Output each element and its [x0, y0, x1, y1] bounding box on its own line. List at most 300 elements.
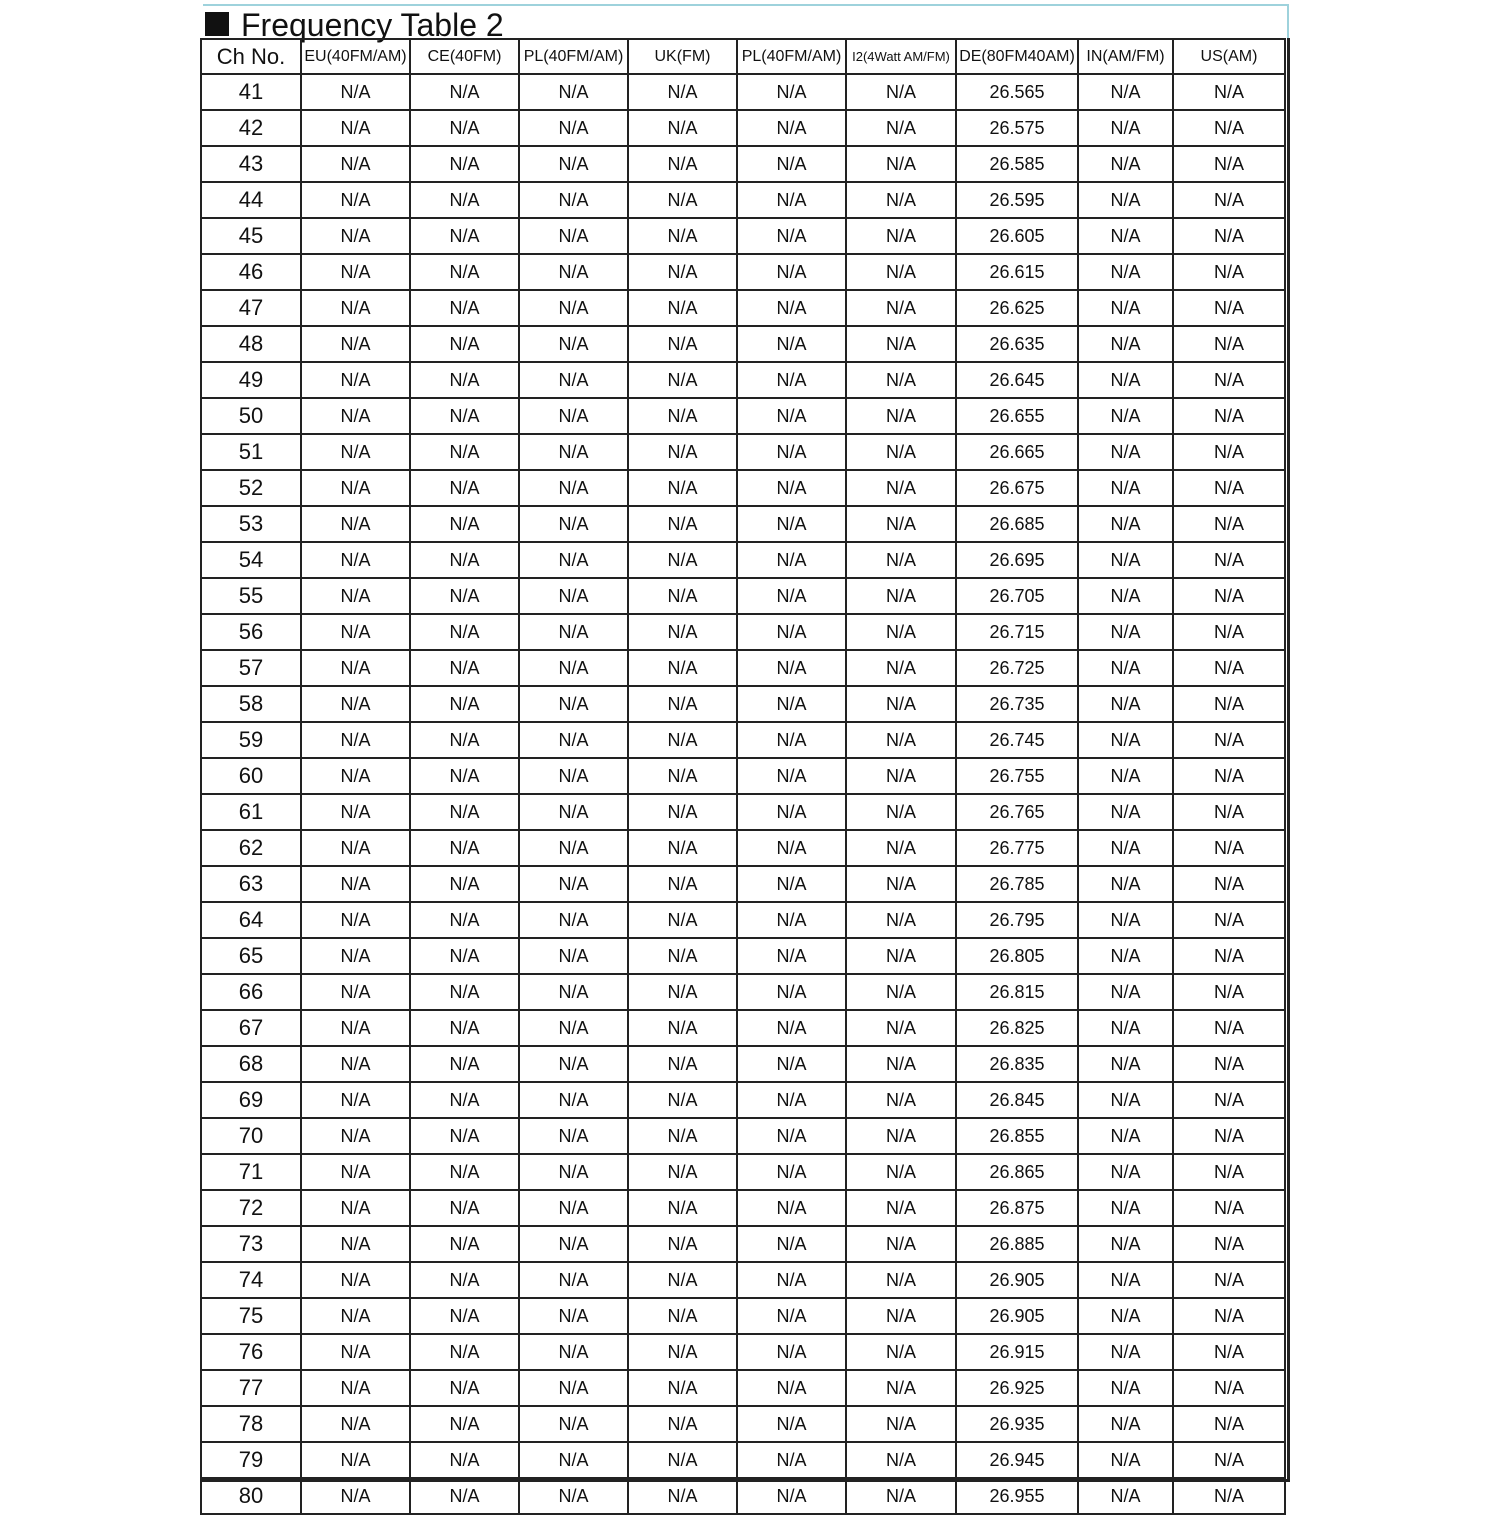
channel-number-cell: 50: [201, 398, 301, 434]
cell-eu: N/A: [301, 1226, 410, 1262]
cell-i2: N/A: [846, 1298, 956, 1334]
table-row: [201, 362, 1285, 398]
cell-de: 26.775: [956, 830, 1078, 866]
cell-us: N/A: [1173, 1478, 1285, 1514]
cell-i2: N/A: [846, 254, 956, 290]
cell-pl-2: N/A: [737, 794, 846, 830]
table-row: [201, 938, 1285, 974]
cell-pl: N/A: [519, 722, 628, 758]
cell-ce: N/A: [410, 614, 519, 650]
cell-ce: N/A: [410, 1190, 519, 1226]
cell-in: N/A: [1078, 290, 1173, 326]
cell-i2: N/A: [846, 326, 956, 362]
table-row: [201, 398, 1285, 434]
cell-pl-2: N/A: [737, 506, 846, 542]
column-header-eu: EU(40FM/AM): [301, 39, 410, 74]
cell-in: N/A: [1078, 254, 1173, 290]
channel-number-cell: 62: [201, 830, 301, 866]
cell-pl-2: N/A: [737, 578, 846, 614]
channel-number-cell: 78: [201, 1406, 301, 1442]
cell-pl: N/A: [519, 182, 628, 218]
column-header-i2: I2(4Watt AM/FM): [846, 39, 956, 74]
cell-pl-2: N/A: [737, 434, 846, 470]
cell-eu: N/A: [301, 218, 410, 254]
channel-number-cell: 58: [201, 686, 301, 722]
cell-uk: N/A: [628, 830, 737, 866]
channel-number-cell: 41: [201, 74, 301, 110]
cell-de: 26.615: [956, 254, 1078, 290]
cell-ce: N/A: [410, 146, 519, 182]
cell-us: N/A: [1173, 1118, 1285, 1154]
cell-uk: N/A: [628, 794, 737, 830]
cell-in: N/A: [1078, 938, 1173, 974]
cell-in: N/A: [1078, 578, 1173, 614]
cell-pl: N/A: [519, 74, 628, 110]
cell-pl: N/A: [519, 1226, 628, 1262]
channel-number-cell: 73: [201, 1226, 301, 1262]
cell-eu: N/A: [301, 254, 410, 290]
channel-number-cell: 42: [201, 110, 301, 146]
cell-pl-2: N/A: [737, 470, 846, 506]
cell-eu: N/A: [301, 74, 410, 110]
table-row: [201, 74, 1285, 110]
cell-eu: N/A: [301, 1262, 410, 1298]
cell-pl-2: N/A: [737, 326, 846, 362]
channel-number-cell: 76: [201, 1334, 301, 1370]
cell-pl: N/A: [519, 1334, 628, 1370]
cell-pl: N/A: [519, 1046, 628, 1082]
cell-uk: N/A: [628, 1118, 737, 1154]
cell-us: N/A: [1173, 938, 1285, 974]
channel-number-cell: 61: [201, 794, 301, 830]
cell-ce: N/A: [410, 1370, 519, 1406]
channel-number-cell: 56: [201, 614, 301, 650]
cell-in: N/A: [1078, 1262, 1173, 1298]
cell-in: N/A: [1078, 74, 1173, 110]
frequency-table: [200, 38, 1286, 1515]
cell-uk: N/A: [628, 1046, 737, 1082]
cell-in: N/A: [1078, 758, 1173, 794]
cell-ce: N/A: [410, 470, 519, 506]
cell-us: N/A: [1173, 1010, 1285, 1046]
channel-number-cell: 54: [201, 542, 301, 578]
cell-in: N/A: [1078, 218, 1173, 254]
cell-i2: N/A: [846, 866, 956, 902]
cell-us: N/A: [1173, 650, 1285, 686]
cell-pl-2: N/A: [737, 1298, 846, 1334]
cell-pl: N/A: [519, 902, 628, 938]
cell-pl-2: N/A: [737, 542, 846, 578]
cell-us: N/A: [1173, 1082, 1285, 1118]
cell-us: N/A: [1173, 614, 1285, 650]
cell-in: N/A: [1078, 182, 1173, 218]
table-row: [201, 434, 1285, 470]
cell-pl-2: N/A: [737, 1370, 846, 1406]
cell-ce: N/A: [410, 506, 519, 542]
cell-pl: N/A: [519, 1298, 628, 1334]
cell-us: N/A: [1173, 794, 1285, 830]
cell-eu: N/A: [301, 578, 410, 614]
cell-uk: N/A: [628, 1226, 737, 1262]
cell-i2: N/A: [846, 1154, 956, 1190]
cell-de: 26.825: [956, 1010, 1078, 1046]
cell-uk: N/A: [628, 398, 737, 434]
column-header-pl-2: PL(40FM/AM): [737, 39, 846, 74]
cell-uk: N/A: [628, 506, 737, 542]
cell-pl: N/A: [519, 686, 628, 722]
channel-number-cell: 47: [201, 290, 301, 326]
channel-number-cell: 43: [201, 146, 301, 182]
cell-in: N/A: [1078, 1046, 1173, 1082]
table-row: [201, 650, 1285, 686]
cell-de: 26.595: [956, 182, 1078, 218]
channel-number-cell: 60: [201, 758, 301, 794]
cell-uk: N/A: [628, 1190, 737, 1226]
cell-eu: N/A: [301, 146, 410, 182]
cell-i2: N/A: [846, 182, 956, 218]
column-header-pl: PL(40FM/AM): [519, 39, 628, 74]
cell-i2: N/A: [846, 1262, 956, 1298]
cell-pl: N/A: [519, 1190, 628, 1226]
cell-pl-2: N/A: [737, 362, 846, 398]
channel-number-cell: 55: [201, 578, 301, 614]
cell-ce: N/A: [410, 434, 519, 470]
table-header-row: [201, 39, 1285, 74]
cell-pl-2: N/A: [737, 902, 846, 938]
cell-pl-2: N/A: [737, 1082, 846, 1118]
cell-uk: N/A: [628, 290, 737, 326]
cell-ce: N/A: [410, 218, 519, 254]
cell-ce: N/A: [410, 1298, 519, 1334]
cell-pl: N/A: [519, 218, 628, 254]
cell-i2: N/A: [846, 1226, 956, 1262]
table-row: [201, 1190, 1285, 1226]
cell-de: 26.635: [956, 326, 1078, 362]
channel-number-cell: 75: [201, 1298, 301, 1334]
cell-eu: N/A: [301, 542, 410, 578]
cell-eu: N/A: [301, 758, 410, 794]
cell-in: N/A: [1078, 398, 1173, 434]
cell-ce: N/A: [410, 110, 519, 146]
cell-in: N/A: [1078, 1118, 1173, 1154]
cell-in: N/A: [1078, 902, 1173, 938]
cell-eu: N/A: [301, 506, 410, 542]
cell-uk: N/A: [628, 218, 737, 254]
cell-uk: N/A: [628, 1298, 737, 1334]
cell-uk: N/A: [628, 1010, 737, 1046]
cell-us: N/A: [1173, 542, 1285, 578]
cell-pl-2: N/A: [737, 182, 846, 218]
channel-number-cell: 72: [201, 1190, 301, 1226]
channel-number-cell: 65: [201, 938, 301, 974]
cell-pl-2: N/A: [737, 830, 846, 866]
cell-ce: N/A: [410, 866, 519, 902]
cell-de: 26.785: [956, 866, 1078, 902]
cell-uk: N/A: [628, 1370, 737, 1406]
cell-ce: N/A: [410, 974, 519, 1010]
cell-pl-2: N/A: [737, 1442, 846, 1478]
cell-in: N/A: [1078, 146, 1173, 182]
cell-eu: N/A: [301, 434, 410, 470]
cell-de: 26.645: [956, 362, 1078, 398]
cell-de: 26.945: [956, 1442, 1078, 1478]
cell-in: N/A: [1078, 650, 1173, 686]
cell-in: N/A: [1078, 722, 1173, 758]
channel-number-cell: 52: [201, 470, 301, 506]
cell-us: N/A: [1173, 470, 1285, 506]
cell-pl: N/A: [519, 866, 628, 902]
cell-in: N/A: [1078, 110, 1173, 146]
cell-pl: N/A: [519, 146, 628, 182]
cell-pl-2: N/A: [737, 686, 846, 722]
channel-number-cell: 49: [201, 362, 301, 398]
cell-uk: N/A: [628, 1334, 737, 1370]
cell-ce: N/A: [410, 758, 519, 794]
cell-de: 26.915: [956, 1334, 1078, 1370]
cell-pl-2: N/A: [737, 1046, 846, 1082]
table-row: [201, 218, 1285, 254]
cell-ce: N/A: [410, 182, 519, 218]
cell-de: 26.845: [956, 1082, 1078, 1118]
cell-eu: N/A: [301, 650, 410, 686]
cell-ce: N/A: [410, 1478, 519, 1514]
table-row: [201, 866, 1285, 902]
cell-de: 26.665: [956, 434, 1078, 470]
table-row: [201, 1010, 1285, 1046]
table-row: [201, 578, 1285, 614]
cell-i2: N/A: [846, 146, 956, 182]
cell-uk: N/A: [628, 1082, 737, 1118]
cell-pl-2: N/A: [737, 1118, 846, 1154]
cell-ce: N/A: [410, 1226, 519, 1262]
channel-number-cell: 66: [201, 974, 301, 1010]
cell-de: 26.885: [956, 1226, 1078, 1262]
column-header-us: US(AM): [1173, 39, 1285, 74]
cell-uk: N/A: [628, 326, 737, 362]
cell-ce: N/A: [410, 578, 519, 614]
cell-us: N/A: [1173, 1226, 1285, 1262]
cell-ce: N/A: [410, 1406, 519, 1442]
cell-pl: N/A: [519, 110, 628, 146]
cell-i2: N/A: [846, 362, 956, 398]
table-row: [201, 326, 1285, 362]
cell-pl-2: N/A: [737, 398, 846, 434]
table-row: [201, 1370, 1285, 1406]
cell-de: 26.725: [956, 650, 1078, 686]
cell-i2: N/A: [846, 830, 956, 866]
cell-uk: N/A: [628, 614, 737, 650]
cell-ce: N/A: [410, 1082, 519, 1118]
cell-pl-2: N/A: [737, 290, 846, 326]
cell-de: 26.585: [956, 146, 1078, 182]
channel-number-cell: 67: [201, 1010, 301, 1046]
cell-de: 26.905: [956, 1262, 1078, 1298]
cell-de: 26.625: [956, 290, 1078, 326]
cell-uk: N/A: [628, 254, 737, 290]
cell-eu: N/A: [301, 362, 410, 398]
cell-pl-2: N/A: [737, 254, 846, 290]
channel-number-cell: 46: [201, 254, 301, 290]
cell-in: N/A: [1078, 1010, 1173, 1046]
cell-uk: N/A: [628, 1478, 737, 1514]
cell-i2: N/A: [846, 650, 956, 686]
cell-pl-2: N/A: [737, 866, 846, 902]
cell-de: 26.855: [956, 1118, 1078, 1154]
cell-eu: N/A: [301, 1118, 410, 1154]
table-row: [201, 1406, 1285, 1442]
cell-in: N/A: [1078, 1154, 1173, 1190]
page-title: Frequency Table 2: [241, 7, 504, 43]
cell-ce: N/A: [410, 1154, 519, 1190]
cell-eu: N/A: [301, 110, 410, 146]
cell-uk: N/A: [628, 74, 737, 110]
cell-pl: N/A: [519, 362, 628, 398]
cell-in: N/A: [1078, 434, 1173, 470]
cell-us: N/A: [1173, 218, 1285, 254]
cell-pl-2: N/A: [737, 1190, 846, 1226]
cell-us: N/A: [1173, 182, 1285, 218]
cell-eu: N/A: [301, 866, 410, 902]
table-row: [201, 1442, 1285, 1478]
table-row: [201, 182, 1285, 218]
table-row: [201, 758, 1285, 794]
cell-de: 26.765: [956, 794, 1078, 830]
table-row: [201, 1226, 1285, 1262]
cell-i2: N/A: [846, 218, 956, 254]
cell-ce: N/A: [410, 74, 519, 110]
cell-eu: N/A: [301, 182, 410, 218]
cell-us: N/A: [1173, 506, 1285, 542]
cell-eu: N/A: [301, 1154, 410, 1190]
cell-pl-2: N/A: [737, 1478, 846, 1514]
cell-i2: N/A: [846, 1010, 956, 1046]
cell-pl: N/A: [519, 1406, 628, 1442]
cell-ce: N/A: [410, 938, 519, 974]
cell-us: N/A: [1173, 578, 1285, 614]
cell-in: N/A: [1078, 1442, 1173, 1478]
cell-pl: N/A: [519, 758, 628, 794]
channel-number-cell: 71: [201, 1154, 301, 1190]
cell-uk: N/A: [628, 758, 737, 794]
cell-eu: N/A: [301, 1190, 410, 1226]
cell-ce: N/A: [410, 1118, 519, 1154]
channel-number-cell: 69: [201, 1082, 301, 1118]
cell-us: N/A: [1173, 362, 1285, 398]
square-bullet-icon: [205, 12, 229, 36]
cell-de: 26.565: [956, 74, 1078, 110]
cell-in: N/A: [1078, 614, 1173, 650]
cell-uk: N/A: [628, 470, 737, 506]
cell-pl: N/A: [519, 1154, 628, 1190]
cell-de: 26.705: [956, 578, 1078, 614]
cell-us: N/A: [1173, 146, 1285, 182]
cell-ce: N/A: [410, 326, 519, 362]
cell-in: N/A: [1078, 1406, 1173, 1442]
table-row: [201, 614, 1285, 650]
table-row: [201, 794, 1285, 830]
channel-number-cell: 80: [201, 1478, 301, 1514]
cell-in: N/A: [1078, 866, 1173, 902]
table-row: [201, 1118, 1285, 1154]
cell-pl: N/A: [519, 434, 628, 470]
cell-us: N/A: [1173, 290, 1285, 326]
cell-de: 26.675: [956, 470, 1078, 506]
cell-i2: N/A: [846, 974, 956, 1010]
cell-pl: N/A: [519, 830, 628, 866]
channel-number-cell: 68: [201, 1046, 301, 1082]
cell-eu: N/A: [301, 1406, 410, 1442]
cell-pl-2: N/A: [737, 1226, 846, 1262]
frequency-table-container: [200, 38, 1290, 1508]
cell-in: N/A: [1078, 1190, 1173, 1226]
cell-i2: N/A: [846, 1442, 956, 1478]
cell-uk: N/A: [628, 1154, 737, 1190]
cell-uk: N/A: [628, 182, 737, 218]
cell-de: 26.755: [956, 758, 1078, 794]
cell-in: N/A: [1078, 1370, 1173, 1406]
cell-i2: N/A: [846, 614, 956, 650]
cell-de: 26.955: [956, 1478, 1078, 1514]
cell-ce: N/A: [410, 686, 519, 722]
cell-eu: N/A: [301, 470, 410, 506]
cell-pl-2: N/A: [737, 1334, 846, 1370]
table-row: [201, 254, 1285, 290]
cell-ce: N/A: [410, 1046, 519, 1082]
cell-eu: N/A: [301, 686, 410, 722]
cell-pl: N/A: [519, 794, 628, 830]
cell-ce: N/A: [410, 542, 519, 578]
cell-us: N/A: [1173, 830, 1285, 866]
cell-eu: N/A: [301, 1010, 410, 1046]
cell-i2: N/A: [846, 1118, 956, 1154]
cell-us: N/A: [1173, 722, 1285, 758]
cell-ce: N/A: [410, 1262, 519, 1298]
cell-us: N/A: [1173, 1190, 1285, 1226]
cell-de: 26.605: [956, 218, 1078, 254]
table-row: [201, 506, 1285, 542]
cell-i2: N/A: [846, 1190, 956, 1226]
cell-us: N/A: [1173, 74, 1285, 110]
cell-eu: N/A: [301, 1082, 410, 1118]
cell-us: N/A: [1173, 974, 1285, 1010]
cell-pl: N/A: [519, 1082, 628, 1118]
table-row: [201, 830, 1285, 866]
cell-de: 26.685: [956, 506, 1078, 542]
cell-us: N/A: [1173, 1298, 1285, 1334]
column-header-de: DE(80FM40AM): [956, 39, 1078, 74]
cell-in: N/A: [1078, 1478, 1173, 1514]
cell-pl: N/A: [519, 1370, 628, 1406]
cell-uk: N/A: [628, 1406, 737, 1442]
cell-de: 26.805: [956, 938, 1078, 974]
cell-pl-2: N/A: [737, 650, 846, 686]
cell-pl: N/A: [519, 290, 628, 326]
cell-in: N/A: [1078, 506, 1173, 542]
table-row: [201, 722, 1285, 758]
cell-in: N/A: [1078, 1082, 1173, 1118]
cell-in: N/A: [1078, 830, 1173, 866]
cell-de: 26.875: [956, 1190, 1078, 1226]
cell-us: N/A: [1173, 110, 1285, 146]
cell-pl-2: N/A: [737, 938, 846, 974]
table-row: [201, 1046, 1285, 1082]
table-row: [201, 686, 1285, 722]
cell-ce: N/A: [410, 722, 519, 758]
table-row: [201, 974, 1285, 1010]
table-row: [201, 1262, 1285, 1298]
cell-eu: N/A: [301, 902, 410, 938]
cell-in: N/A: [1078, 1226, 1173, 1262]
